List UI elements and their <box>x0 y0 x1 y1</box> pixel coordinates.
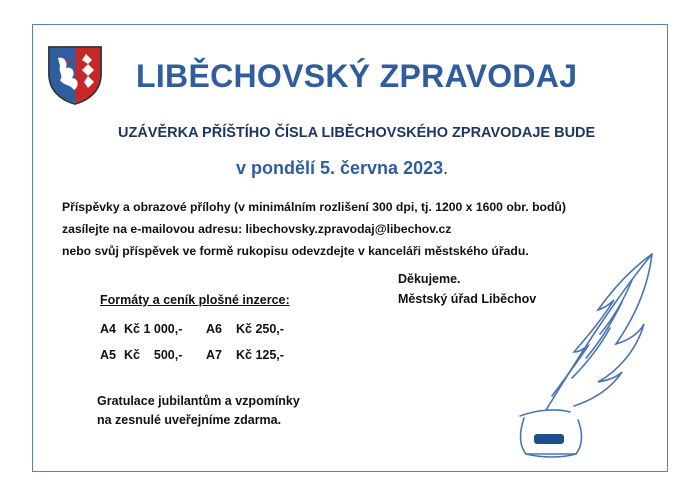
deadline-date-punct: . <box>443 158 449 178</box>
format-price: Kč 1 000,- <box>124 322 183 336</box>
format-size: A6 <box>206 322 222 336</box>
deadline-date <box>236 158 448 179</box>
page-title: LIBĚCHOVSKÝ ZPRAVODAJ <box>136 58 578 94</box>
free-notice-line-2: na zesnulé uveřejníme zdarma. <box>97 413 282 427</box>
format-size: A7 <box>206 348 222 362</box>
coat-of-arms-icon <box>46 44 104 106</box>
format-price: Kč 500,- <box>124 348 183 362</box>
pricing-heading: Formáty a ceník plošné inzerce: <box>100 293 290 307</box>
format-price: Kč 125,- <box>236 348 284 362</box>
deadline-date-text: v pondělí 5. června 2023 <box>236 158 444 178</box>
format-size: A4 <box>100 322 116 336</box>
deadline-heading: UZÁVĚRKA PŘÍŠTÍHO ČÍSLA LIBĚCHOVSKÉHO ZPRAVODAJE BUDE <box>118 125 596 141</box>
format-size: A5 <box>100 348 116 362</box>
office-signature: Městský úřad Liběchov <box>398 292 537 306</box>
quill-and-inkwell-icon <box>512 248 662 462</box>
instruction-line-1: Příspěvky a obrazové přílohy (v minimálním rozlišení 300 dpi, tj. 1200 x 1600 obr. bodů) <box>62 200 566 214</box>
format-price: Kč 250,- <box>236 322 284 336</box>
instruction-line-3: nebo svůj příspěvek ve formě rukopisu odevzdejte v kanceláři městského úřadu. <box>62 244 529 258</box>
instruction-line-2: zasílejte na e-mailovou adresu: libechovsky.zpravodaj@libechov.cz <box>62 222 452 236</box>
free-notice-line-1: Gratulace jubilantům a vzpomínky <box>97 394 300 408</box>
thanks-text: Děkujeme. <box>398 272 461 286</box>
